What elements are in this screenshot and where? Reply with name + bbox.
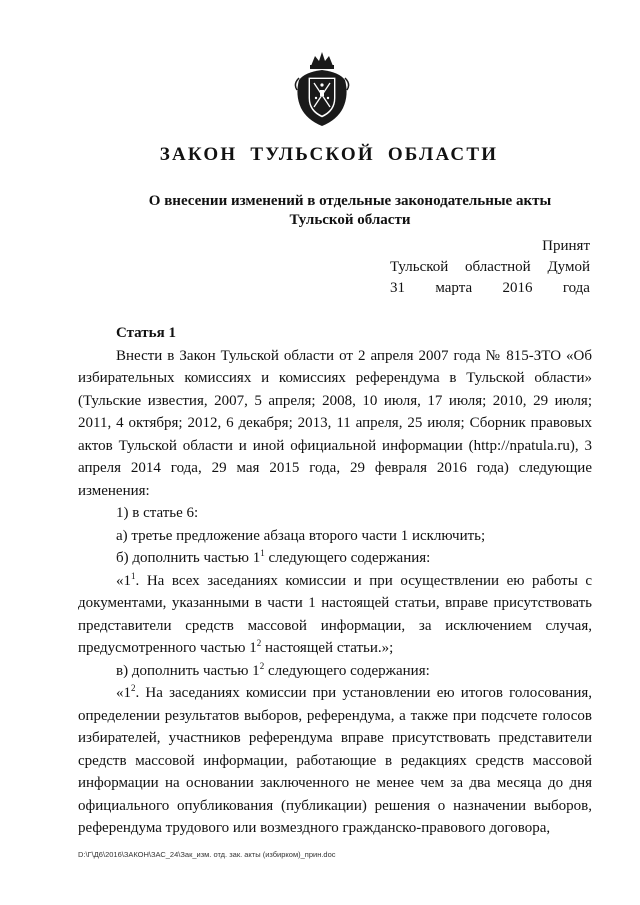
item-1: 1) в статье 6: [116,505,199,521]
q1-superscript-2: 2 [256,638,262,648]
article-intro-paragraph: Внести в Закон Тульской области от 2 апреля 2007 года № 815-ЗТО «Об избирательных комиссиях и комиссиях референдума в Тульской области» (Тульские известия, 2007, 5 апреля; 2008, 10 июля, 17 июля; 2010, 29 июля; 2011, 4 октября; 2012, 6 декабря; 2013, 11 апреля, 25 июля; Сборник правовых актов Тульской области и иной официальной информации (http://npatula.ru), 3 апреля 2014 года, 29 мая 2015 года, 29 февраля 2016 года) следующие изменения: [78,347,592,499]
q1-superscript: 1 [131,570,136,581]
adopted-word-tula: Тульской [390,259,449,275]
subtitle-line-2: Тульской области [289,212,411,228]
q1-end: настоящей статьи.»; [261,640,394,656]
adopted-word: Принят [542,238,590,254]
adopted-day: 31 [390,280,405,296]
item-c-superscript: 2 [259,660,265,671]
adopted-word-regional: областной [465,259,531,275]
item-b [78,547,592,570]
q2-text: . На заседаниях комиссии при установлении ею итогов голосования, определении результатов выборов, референдума, а также при подсчете голосов избирателей, участников референдума вправе присутствовать представители средств массовой информации, работающие в редакциях средств массовой информации на основании заключенного не менее чем за два месяца до дня официального опубликования (публикации) решения о назначении выборов, референдума трудового или возмездного гражданско-правового договора, [78,685,592,836]
item-a: а) третье предложение абзаца второго части 1 исключить; [116,527,486,544]
q1-text: . На всех заседаниях комиссии и при осуществлении ею работы с документами, указанными в части 1 настоящей статьи, вправе присутствовать представители средств массовой информации, за исключением случая, предусмотренного частью 1 [78,572,592,656]
adopted-month: марта [435,280,473,296]
q1-label: «1 [116,572,131,589]
quoted-part-1-1 [78,570,592,660]
quoted-part-1-2 [78,682,592,840]
law-subtitle [80,192,580,230]
item-b-superscript: 1 [260,548,265,558]
adopted-line-2 [390,257,590,278]
item-b-text: б) дополнить частью 1 [116,550,261,566]
tula-coat-of-arms-emblem [293,50,351,128]
q2-superscript: 2 [131,683,136,693]
adopted-year: 2016 [502,280,533,296]
item-b-tail: следующего содержания: [264,550,431,566]
article-heading: Статья 1 [116,325,176,341]
adopted-date-line [390,278,590,299]
item-c-text: в) дополнить частью 1 [116,662,260,679]
adoption-block [390,236,590,299]
adopted-word-duma: Думой [547,259,590,275]
adopted-year-word: года [562,280,590,296]
item-c-tail: следующего содержания: [264,662,430,679]
file-path-footer: D:\Г\Д6\2016\ЗАКОН\ЗАС_24\Зак_изм. отд. зак. акты (избирком)_прин.doc [78,850,336,859]
q2-label: «1 [116,685,131,701]
subtitle-line-1: О внесении изменений в отдельные законодательные акты [148,193,552,209]
document-body [78,322,592,840]
item-c [78,660,592,683]
law-title: ЗАКОН ТУЛЬСКОЙ ОБЛАСТИ [159,144,499,165]
